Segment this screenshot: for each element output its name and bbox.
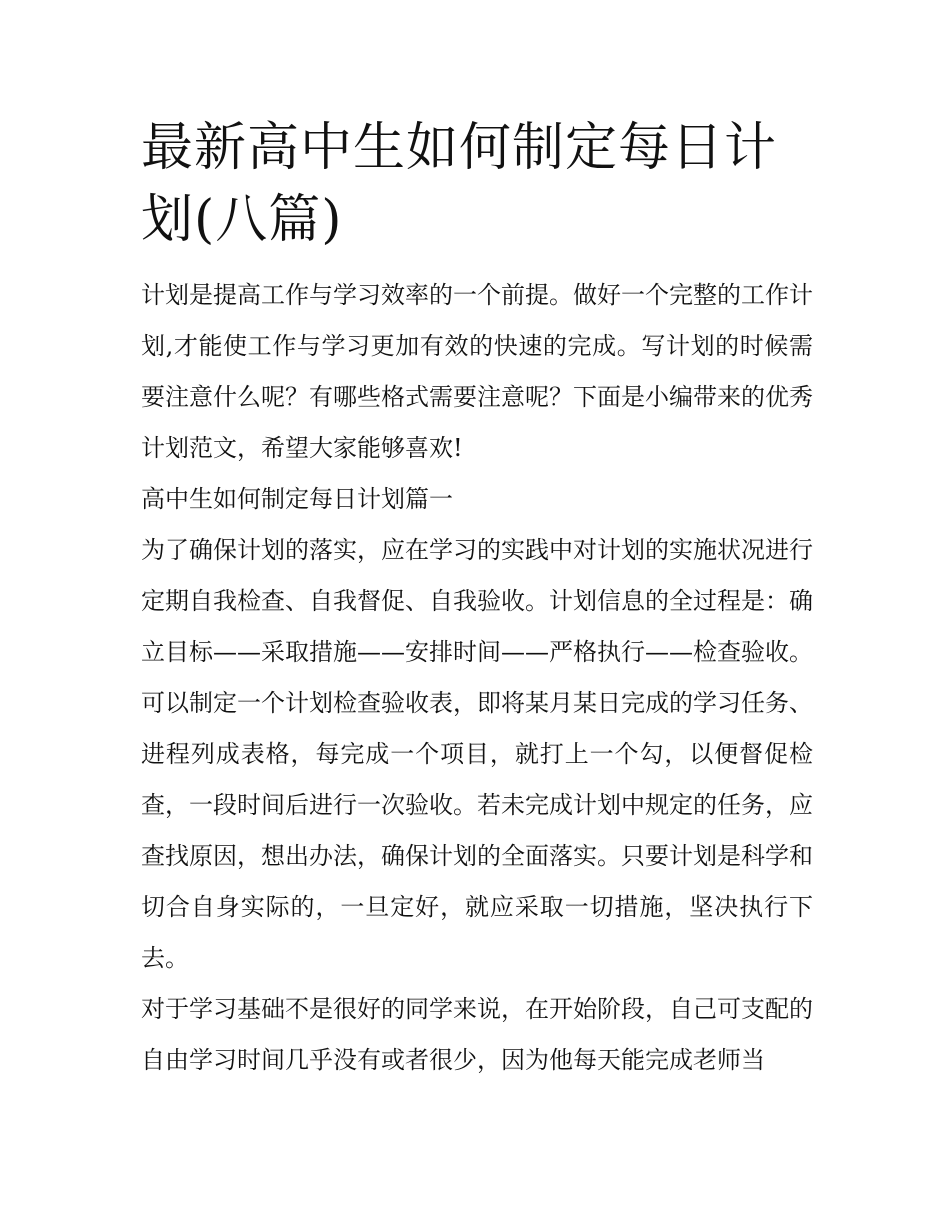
document-body — [141, 270, 813, 1086]
section-paragraph-2: 对于学习基础不是很好的同学来说，在开始阶段，自己可支配的自由学习时间几乎没有或者很少，因为他每天能完成老师当 — [141, 995, 813, 1074]
intro-paragraph: 计划是提高工作与学习效率的一个前提。做好一个完整的工作计划,才能使工作与学习更加有效的快速的完成。写计划的时候需要注意什么呢？有哪些格式需要注意呢？下面是小编带来的优秀计划范文，希望大家能够喜欢! — [141, 281, 813, 462]
section-paragraph-1: 为了确保计划的落实，应在学习的实践中对计划的实施状况进行定期自我检查、自我督促、自我验收。计划信息的全过程是：确立目标——采取措施——安排时间——严格执行——检查验收。可以制定一个计划检查验收表，即将某月某日完成的学习任务、进程列成表格，每完成一个项目，就打上一个勾，以便督促检查，一段时间后进行一次验收。若未完成计划中规定的任务，应查找原因，想出办法，确保计划的全面落实。只要计划是科学和切合自身实际的，一旦定好，就应采取一切措施，坚决执行下去。 — [141, 536, 813, 972]
document-content — [141, 112, 813, 1086]
section-heading: 高中生如何制定每日计划篇一 — [141, 485, 453, 513]
document-title: 最新高中生如何制定每日计划(八篇) — [141, 118, 778, 250]
